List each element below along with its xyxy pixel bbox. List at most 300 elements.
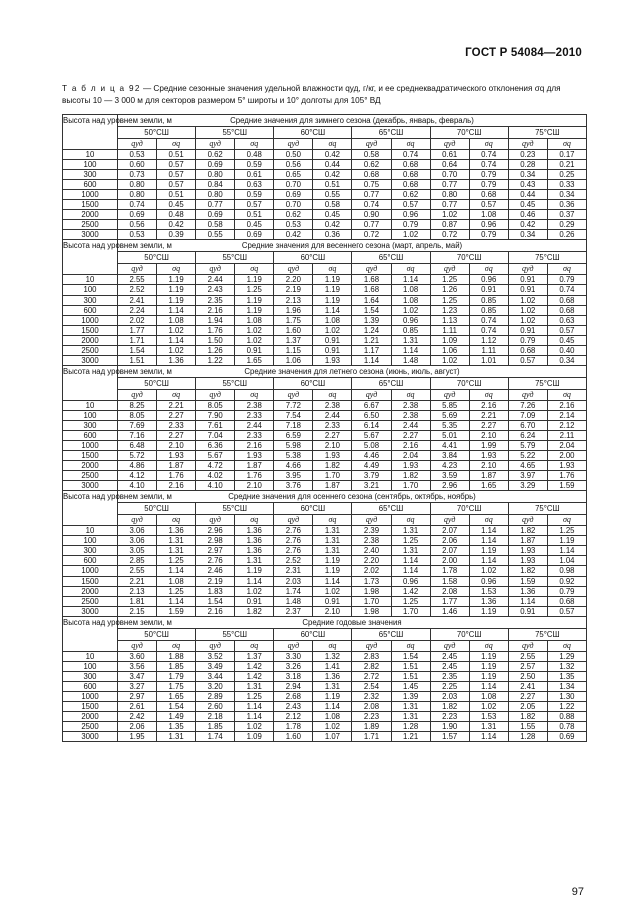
- symbol-sigma-header: σq: [313, 640, 352, 651]
- symbol-q-header: qуд: [118, 640, 157, 651]
- value-cell: 2.00: [430, 556, 469, 566]
- value-cell: 1.06: [274, 355, 313, 365]
- value-cell: 1.19: [157, 295, 196, 305]
- value-cell: 0.74: [391, 150, 430, 160]
- value-cell: 2.44: [196, 275, 235, 285]
- value-cell: 2.76: [274, 536, 313, 546]
- value-cell: 0.69: [118, 210, 157, 220]
- section-title: Средние значения для летнего сезона (июнь, июль, август): [118, 365, 587, 377]
- value-cell: 2.35: [196, 295, 235, 305]
- value-cell: 2.55: [508, 651, 547, 661]
- height-cell: 300: [63, 671, 118, 681]
- height-header-spacer: [63, 127, 118, 139]
- value-cell: 0.91: [313, 345, 352, 355]
- value-cell: 0.77: [352, 190, 391, 200]
- height-header-spacer: [63, 264, 118, 275]
- value-cell: 1.54: [157, 701, 196, 711]
- height-cell: 2500: [63, 471, 118, 481]
- table-row: [63, 315, 587, 325]
- value-cell: 3.05: [118, 546, 157, 556]
- height-cell: 100: [63, 410, 118, 420]
- table-row: [63, 691, 587, 701]
- value-cell: 2.68: [274, 691, 313, 701]
- height-cell: 3000: [63, 481, 118, 491]
- value-cell: 1.28: [391, 722, 430, 732]
- symbol-sigma-header: σq: [469, 264, 508, 275]
- latitude-header: 70°СШ: [430, 503, 508, 515]
- value-cell: 1.02: [430, 210, 469, 220]
- symbol-q-header: qуд: [430, 139, 469, 150]
- value-cell: 0.91: [313, 596, 352, 606]
- value-cell: 1.17: [352, 345, 391, 355]
- value-cell: 0.53: [118, 150, 157, 160]
- symbol-q-header: qуд: [274, 515, 313, 526]
- value-cell: 0.60: [118, 160, 157, 170]
- height-cell: 2500: [63, 722, 118, 732]
- latitude-header: 60°СШ: [274, 127, 352, 139]
- symbol-sigma-header: σq: [235, 264, 274, 275]
- value-cell: 1.82: [391, 471, 430, 481]
- table-row: [63, 671, 587, 681]
- value-cell: 1.31: [313, 536, 352, 546]
- value-cell: 1.02: [508, 315, 547, 325]
- value-cell: 5.98: [274, 441, 313, 451]
- value-cell: 7.90: [196, 410, 235, 420]
- value-cell: 4.65: [508, 461, 547, 471]
- value-cell: 0.34: [508, 170, 547, 180]
- value-cell: 1.02: [391, 305, 430, 315]
- latitude-header: 55°СШ: [196, 252, 274, 264]
- table-row: [63, 732, 587, 742]
- symbol-q-header: qуд: [508, 264, 547, 275]
- value-cell: 2.20: [352, 556, 391, 566]
- value-cell: 1.55: [508, 722, 547, 732]
- value-cell: 1.25: [235, 691, 274, 701]
- value-cell: 0.68: [547, 295, 586, 305]
- value-cell: 2.27: [469, 420, 508, 430]
- symbol-sigma-header: σq: [391, 139, 430, 150]
- symbol-q-header: qуд: [196, 139, 235, 150]
- value-cell: 1.08: [157, 315, 196, 325]
- value-cell: 5.69: [430, 410, 469, 420]
- value-cell: 2.08: [352, 701, 391, 711]
- value-cell: 1.32: [313, 651, 352, 661]
- value-cell: 1.11: [430, 325, 469, 335]
- value-cell: 0.68: [391, 180, 430, 190]
- value-cell: 0.42: [313, 220, 352, 230]
- value-cell: 1.22: [547, 701, 586, 711]
- symbol-q-header: qуд: [508, 389, 547, 400]
- value-cell: 2.43: [274, 701, 313, 711]
- value-cell: 1.14: [391, 345, 430, 355]
- height-header: Высота над уровнем земли, м: [63, 241, 172, 251]
- value-cell: 4.23: [430, 461, 469, 471]
- value-cell: 2.14: [547, 410, 586, 420]
- table-row: [63, 190, 587, 200]
- value-cell: 0.34: [547, 355, 586, 365]
- value-cell: 1.08: [157, 576, 196, 586]
- value-cell: 0.33: [547, 180, 586, 190]
- value-cell: 2.61: [118, 701, 157, 711]
- symbol-q-header: qуд: [508, 640, 547, 651]
- symbol-q-header: qуд: [118, 389, 157, 400]
- value-cell: 1.76: [196, 325, 235, 335]
- value-cell: 1.19: [469, 661, 508, 671]
- symbol-q-header: qуд: [430, 389, 469, 400]
- value-cell: 2.45: [430, 661, 469, 671]
- value-cell: 2.07: [430, 526, 469, 536]
- value-cell: 1.08: [391, 285, 430, 295]
- value-cell: 1.30: [547, 691, 586, 701]
- value-cell: 0.62: [391, 190, 430, 200]
- table-row: [63, 526, 587, 536]
- value-cell: 1.99: [469, 441, 508, 451]
- value-cell: 1.89: [352, 722, 391, 732]
- value-cell: 2.13: [118, 586, 157, 596]
- height-cell: 10: [63, 651, 118, 661]
- symbol-sigma-header: σq: [391, 264, 430, 275]
- value-cell: 2.10: [313, 441, 352, 451]
- value-cell: 1.82: [430, 701, 469, 711]
- value-cell: 1.21: [352, 335, 391, 345]
- height-header: Высота над уровнем земли, м: [63, 116, 172, 125]
- value-cell: 1.19: [469, 651, 508, 661]
- height-cell: 300: [63, 420, 118, 430]
- value-cell: 1.04: [547, 556, 586, 566]
- symbol-sigma-header: σq: [469, 515, 508, 526]
- value-cell: 1.93: [157, 451, 196, 461]
- table-row: [63, 410, 587, 420]
- value-cell: 2.13: [274, 295, 313, 305]
- section-title: Средние значения для осеннего сезона (сентябрь, октябрь, ноябрь): [118, 491, 587, 503]
- value-cell: 0.69: [547, 732, 586, 742]
- table-row: [63, 355, 587, 365]
- value-cell: 0.68: [508, 345, 547, 355]
- value-cell: 0.62: [196, 150, 235, 160]
- table-row: [63, 586, 587, 596]
- value-cell: 3.26: [274, 661, 313, 671]
- value-cell: 2.16: [196, 305, 235, 315]
- value-cell: 1.31: [313, 526, 352, 536]
- value-cell: 5.79: [508, 441, 547, 451]
- value-cell: 1.87: [508, 536, 547, 546]
- value-cell: 1.36: [313, 671, 352, 681]
- symbol-row: [63, 389, 587, 400]
- value-cell: 3.18: [274, 671, 313, 681]
- value-cell: 2.16: [196, 606, 235, 616]
- value-cell: 1.87: [235, 461, 274, 471]
- table-row: [63, 285, 587, 295]
- value-cell: 1.68: [352, 285, 391, 295]
- symbol-q-header: qуд: [352, 515, 391, 526]
- value-cell: 2.32: [352, 691, 391, 701]
- value-cell: 1.25: [430, 295, 469, 305]
- table-row: [63, 160, 587, 170]
- value-cell: 7.18: [274, 420, 313, 430]
- value-cell: 0.90: [352, 210, 391, 220]
- value-cell: 6.14: [352, 420, 391, 430]
- section-title-row: [63, 616, 587, 628]
- value-cell: 2.52: [274, 556, 313, 566]
- table-row: [63, 170, 587, 180]
- value-cell: 2.55: [118, 566, 157, 576]
- page-number: 97: [571, 886, 584, 898]
- value-cell: 5.38: [274, 451, 313, 461]
- value-cell: 4.72: [196, 461, 235, 471]
- value-cell: 2.38: [235, 400, 274, 410]
- value-cell: 0.25: [547, 170, 586, 180]
- height-header-spacer: [63, 628, 118, 640]
- value-cell: 0.85: [469, 295, 508, 305]
- value-cell: 1.02: [430, 355, 469, 365]
- value-cell: 1.07: [313, 732, 352, 742]
- value-cell: 0.70: [274, 180, 313, 190]
- value-cell: 1.48: [391, 355, 430, 365]
- value-cell: 7.09: [508, 410, 547, 420]
- value-cell: 2.38: [313, 400, 352, 410]
- value-cell: 1.65: [469, 481, 508, 491]
- value-cell: 1.02: [508, 295, 547, 305]
- value-cell: 1.25: [157, 556, 196, 566]
- value-cell: 1.70: [391, 481, 430, 491]
- value-cell: 2.24: [118, 305, 157, 315]
- value-cell: 0.51: [235, 210, 274, 220]
- value-cell: 2.76: [274, 546, 313, 556]
- value-cell: 1.82: [508, 526, 547, 536]
- value-cell: 0.96: [391, 576, 430, 586]
- value-cell: 3.49: [196, 661, 235, 671]
- latitude-header: 50°СШ: [118, 628, 196, 640]
- value-cell: 1.31: [391, 546, 430, 556]
- value-cell: 1.14: [469, 732, 508, 742]
- value-cell: 1.14: [313, 701, 352, 711]
- value-cell: 1.14: [157, 335, 196, 345]
- value-cell: 1.36: [235, 536, 274, 546]
- value-cell: 0.98: [547, 566, 586, 576]
- symbol-q-header: qуд: [352, 640, 391, 651]
- value-cell: 1.19: [313, 691, 352, 701]
- height-cell: 1000: [63, 315, 118, 325]
- symbol-q-header: qуд: [508, 139, 547, 150]
- symbol-q-header: qуд: [274, 389, 313, 400]
- height-cell: 3000: [63, 606, 118, 616]
- value-cell: 1.31: [235, 681, 274, 691]
- symbol-q-header: qуд: [430, 264, 469, 275]
- value-cell: 1.77: [118, 325, 157, 335]
- value-cell: 1.09: [430, 335, 469, 345]
- value-cell: 1.59: [157, 606, 196, 616]
- value-cell: 1.02: [391, 230, 430, 240]
- value-cell: 2.44: [391, 420, 430, 430]
- value-cell: 0.37: [547, 210, 586, 220]
- value-cell: 2.31: [274, 566, 313, 576]
- value-cell: 2.10: [469, 430, 508, 440]
- height-cell: 1500: [63, 701, 118, 711]
- value-cell: 1.71: [118, 335, 157, 345]
- value-cell: 0.59: [235, 190, 274, 200]
- value-cell: 0.79: [508, 335, 547, 345]
- symbol-q-header: qуд: [118, 515, 157, 526]
- value-cell: 0.55: [313, 190, 352, 200]
- symbol-q-header: qуд: [274, 139, 313, 150]
- value-cell: 1.25: [430, 275, 469, 285]
- symbol-row: [63, 139, 587, 150]
- table-row: [63, 335, 587, 345]
- value-cell: 2.72: [352, 671, 391, 681]
- value-cell: 1.08: [313, 315, 352, 325]
- height-header: Высота над уровнем земли, м: [63, 617, 172, 627]
- table-row: [63, 471, 587, 481]
- value-cell: 2.83: [352, 651, 391, 661]
- value-cell: 1.31: [391, 335, 430, 345]
- value-cell: 3.97: [508, 471, 547, 481]
- height-cell: 100: [63, 160, 118, 170]
- value-cell: 2.16: [235, 441, 274, 451]
- height-cell: 10: [63, 400, 118, 410]
- section-title-row: [63, 115, 587, 127]
- latitude-header: 75°СШ: [508, 628, 586, 640]
- value-cell: 2.89: [196, 691, 235, 701]
- value-cell: 6.24: [508, 430, 547, 440]
- value-cell: 1.25: [157, 586, 196, 596]
- value-cell: 1.82: [508, 711, 547, 721]
- value-cell: 4.10: [196, 481, 235, 491]
- value-cell: 1.14: [469, 556, 508, 566]
- height-header-spacer: [63, 377, 118, 389]
- value-cell: 0.80: [118, 180, 157, 190]
- value-cell: 2.27: [391, 430, 430, 440]
- latitude-header: 75°СШ: [508, 127, 586, 139]
- value-cell: 1.85: [157, 661, 196, 671]
- symbol-sigma-header: σq: [235, 515, 274, 526]
- value-cell: 2.76: [274, 526, 313, 536]
- value-cell: 5.35: [430, 420, 469, 430]
- value-cell: 4.46: [352, 451, 391, 461]
- value-cell: 0.96: [469, 275, 508, 285]
- symbol-sigma-header: σq: [157, 389, 196, 400]
- value-cell: 1.87: [157, 461, 196, 471]
- value-cell: 0.79: [547, 586, 586, 596]
- height-cell: 1000: [63, 441, 118, 451]
- table-row: [63, 400, 587, 410]
- value-cell: 0.45: [235, 220, 274, 230]
- value-cell: 6.70: [508, 420, 547, 430]
- value-cell: 1.71: [352, 732, 391, 742]
- value-cell: 1.08: [313, 711, 352, 721]
- value-cell: 2.44: [235, 420, 274, 430]
- symbol-q-header: qуд: [196, 515, 235, 526]
- latitude-header: 55°СШ: [196, 127, 274, 139]
- value-cell: 2.07: [430, 546, 469, 556]
- value-cell: 0.61: [235, 170, 274, 180]
- value-cell: 2.10: [157, 441, 196, 451]
- value-cell: 2.54: [352, 681, 391, 691]
- height-cell: 1500: [63, 451, 118, 461]
- value-cell: 0.63: [235, 180, 274, 190]
- value-cell: 7.16: [118, 430, 157, 440]
- table-row: [63, 556, 587, 566]
- value-cell: 2.39: [352, 526, 391, 536]
- value-cell: 4.12: [118, 471, 157, 481]
- value-cell: 3.84: [430, 451, 469, 461]
- symbol-q-header: qуд: [274, 640, 313, 651]
- value-cell: 2.04: [547, 441, 586, 451]
- table-row: [63, 722, 587, 732]
- symbol-sigma-header: σq: [235, 389, 274, 400]
- latitude-row: [63, 503, 587, 515]
- table-caption: [62, 83, 590, 107]
- value-cell: 8.05: [118, 410, 157, 420]
- table-row: [63, 325, 587, 335]
- table-row: [63, 220, 587, 230]
- value-cell: 2.38: [391, 400, 430, 410]
- value-cell: 1.93: [235, 451, 274, 461]
- value-cell: 1.51: [391, 671, 430, 681]
- value-cell: 4.10: [118, 481, 157, 491]
- value-cell: 1.01: [469, 355, 508, 365]
- value-cell: 0.29: [547, 220, 586, 230]
- value-cell: 1.93: [469, 451, 508, 461]
- symbol-q-header: qуд: [196, 640, 235, 651]
- symbol-q-header: qуд: [196, 264, 235, 275]
- latitude-header: 55°СШ: [196, 503, 274, 515]
- value-cell: 1.37: [235, 651, 274, 661]
- value-cell: 1.26: [196, 345, 235, 355]
- value-cell: 1.08: [391, 295, 430, 305]
- value-cell: 5.85: [430, 400, 469, 410]
- value-cell: 6.36: [196, 441, 235, 451]
- latitude-header: 65°СШ: [352, 377, 430, 389]
- value-cell: 0.26: [547, 230, 586, 240]
- value-cell: 2.23: [430, 711, 469, 721]
- table-row: [63, 275, 587, 285]
- section-title-row: [63, 365, 587, 377]
- value-cell: 2.27: [157, 410, 196, 420]
- height-header: Высота над уровнем земли, м: [63, 492, 172, 502]
- table-row: [63, 210, 587, 220]
- value-cell: 1.37: [274, 335, 313, 345]
- symbol-q-header: qуд: [430, 515, 469, 526]
- value-cell: 0.58: [196, 220, 235, 230]
- symbol-sigma-header: σq: [547, 139, 586, 150]
- value-cell: 1.02: [235, 335, 274, 345]
- value-cell: 1.93: [313, 451, 352, 461]
- symbol-sigma-header: σq: [469, 640, 508, 651]
- height-cell: 300: [63, 295, 118, 305]
- value-cell: 0.91: [508, 275, 547, 285]
- value-cell: 0.36: [313, 230, 352, 240]
- value-cell: 1.87: [469, 471, 508, 481]
- value-cell: 0.68: [352, 170, 391, 180]
- value-cell: 0.45: [547, 335, 586, 345]
- value-cell: 1.53: [469, 711, 508, 721]
- value-cell: 2.16: [469, 400, 508, 410]
- value-cell: 0.28: [508, 160, 547, 170]
- table-row: [63, 461, 587, 471]
- value-cell: 1.32: [547, 661, 586, 671]
- value-cell: 1.64: [352, 295, 391, 305]
- value-cell: 0.84: [196, 180, 235, 190]
- value-cell: 1.45: [391, 681, 430, 691]
- value-cell: 1.06: [430, 345, 469, 355]
- value-cell: 0.80: [196, 170, 235, 180]
- value-cell: 2.97: [118, 691, 157, 701]
- value-cell: 2.03: [274, 576, 313, 586]
- height-cell: 3000: [63, 355, 118, 365]
- standard-designation: ГОСТ Р 54084—2010: [465, 47, 582, 59]
- value-cell: 0.91: [235, 345, 274, 355]
- value-cell: 1.28: [508, 732, 547, 742]
